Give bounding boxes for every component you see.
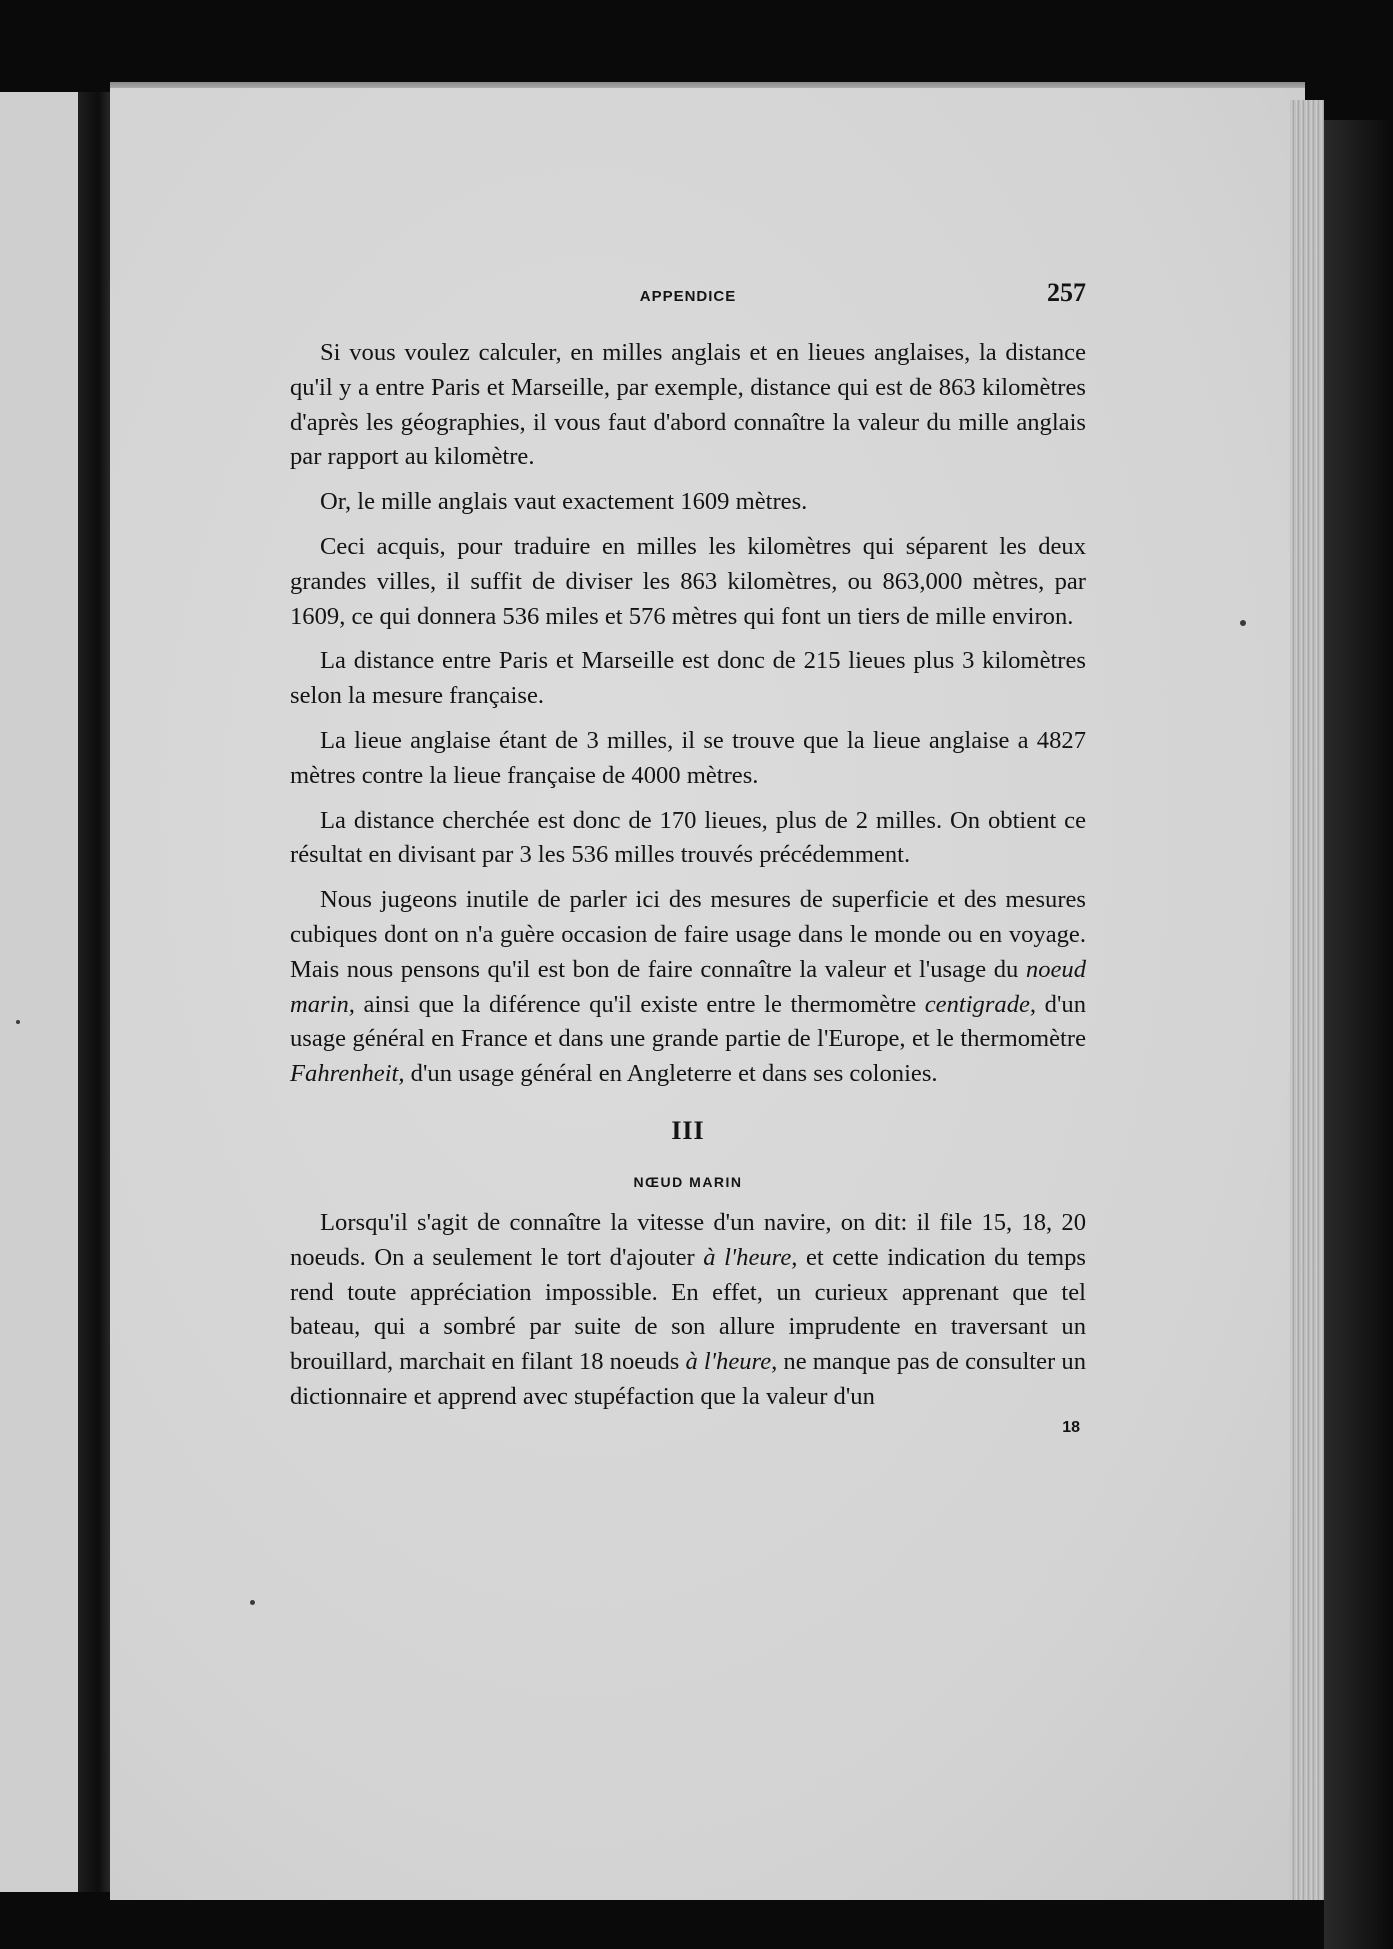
text-block — [290, 278, 1086, 1437]
paragraph — [290, 1206, 1086, 1415]
paragraph: Or, le mille anglais vaut exactement 1609 mètres. — [320, 488, 808, 516]
signature-mark: 18 — [1062, 1418, 1080, 1436]
italic-term: centigrade, — [924, 990, 1037, 1018]
italic-term: à l'heure, — [685, 1348, 778, 1376]
text-run: ne manque pas de consulter un dictionnaire et apprend avec stupéfaction que la valeur d'un — [290, 1348, 1086, 1410]
paragraph: La distance entre Paris et Marseille est donc de 215 lieues plus 3 kilomètres selon la mesure française. — [290, 647, 1086, 710]
text-run: d'un usage général en Angleterre et dans ses colonies. — [404, 1060, 938, 1088]
text-run: d'un usage général en France et dans une grande partie de l'Europe, et le thermomètre — [290, 990, 1086, 1053]
italic-term: à l'heure, — [703, 1243, 798, 1271]
paragraph: La lieue anglaise étant de 3 milles, il se trouve que la lieue anglaise a 4827 mètres contre la lieue française de 4000 mètres. — [290, 726, 1086, 789]
running-title: APPENDICE — [639, 288, 737, 305]
ink-speck — [250, 1600, 255, 1605]
page-fore-edge — [1290, 100, 1324, 1900]
ink-speck — [1240, 620, 1246, 626]
section-title: NŒUD MARIN — [633, 1173, 743, 1190]
fore-edge-shadow — [1324, 120, 1393, 1949]
italic-term: noeud marin, — [290, 955, 1086, 1018]
text-run: ainsi que la diférence qu'il existe entre le thermomètre — [354, 990, 925, 1018]
page-number: 257 — [1047, 278, 1086, 307]
text-run: Nous jugeons inutile de parler ici des mesures de superficie et des mesures cubiques dont on n'a guère occasion de faire usage dans le monde ou en voyage. Mais nous pensons qu'il est bon de faire connaître la valeur et l'usage du — [290, 886, 1086, 983]
italic-term: Fahrenheit, — [290, 1060, 405, 1088]
ink-speck — [16, 1020, 20, 1024]
section-number: III — [671, 1115, 705, 1145]
text-run: Lorsqu'il s'agit de connaître la vitesse d'un navire, on dit: il file 15, 18, 20 noeuds. On a seulement le tort d'ajouter — [290, 1208, 1086, 1271]
running-head — [290, 278, 1086, 314]
paragraph: Si vous voulez calculer, en milles anglais et en lieues anglaises, la distance qu'il y a entre Paris et Marseille, par exemple, distance qui est de 863 kilomètres d'après les géographies, il vous faut d'abord connaître la valeur du mille anglais par rapport au kilomètre. — [290, 339, 1086, 471]
paragraph: Ceci acquis, pour traduire en milles les kilomètres qui séparent les deux grandes villes, il suffit de diviser les 863 kilomètres, ou 863,000 mètres, par 1609, ce qui donnera 536 miles et 576 mètres qui font un tiers de mille environ. — [290, 532, 1086, 630]
paragraph: La distance cherchée est donc de 170 lieues, plus de 2 milles. On obtient ce résultat en divisant par 3 les 536 milles trouvés précédemment. — [290, 806, 1086, 869]
gutter-shadow — [78, 92, 112, 1892]
text-run: et cette indication du temps rend toute appréciation impossible. En effet, un curieux apprenant que tel bateau, qui a sombré par suite de son allure imprudente en traversant un brouillard, marchait en filant 18 noeuds — [290, 1243, 1086, 1376]
facing-page-edge — [0, 92, 80, 1892]
paragraph — [290, 883, 1086, 1092]
